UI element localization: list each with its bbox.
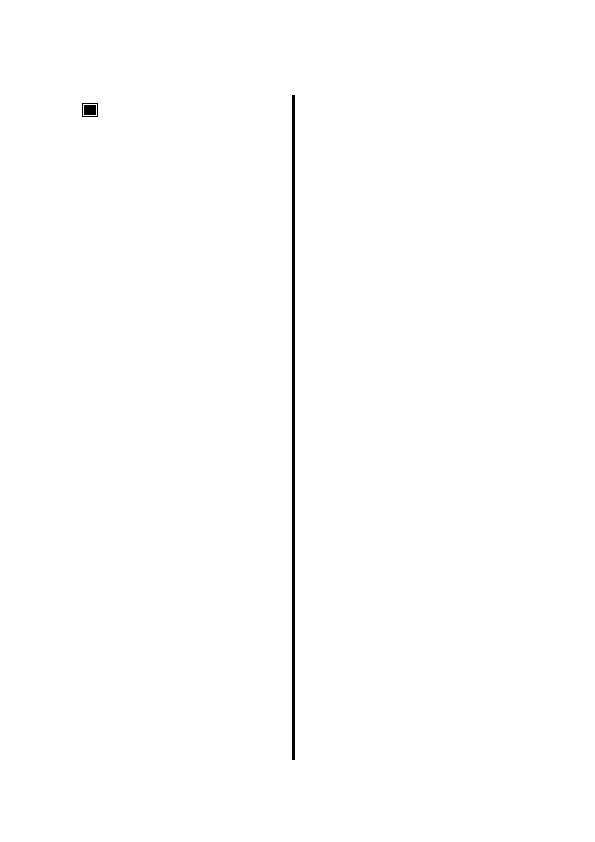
column-divider xyxy=(292,95,295,760)
right-column xyxy=(307,100,517,130)
masthead-title xyxy=(84,105,96,115)
left-column xyxy=(84,100,284,147)
